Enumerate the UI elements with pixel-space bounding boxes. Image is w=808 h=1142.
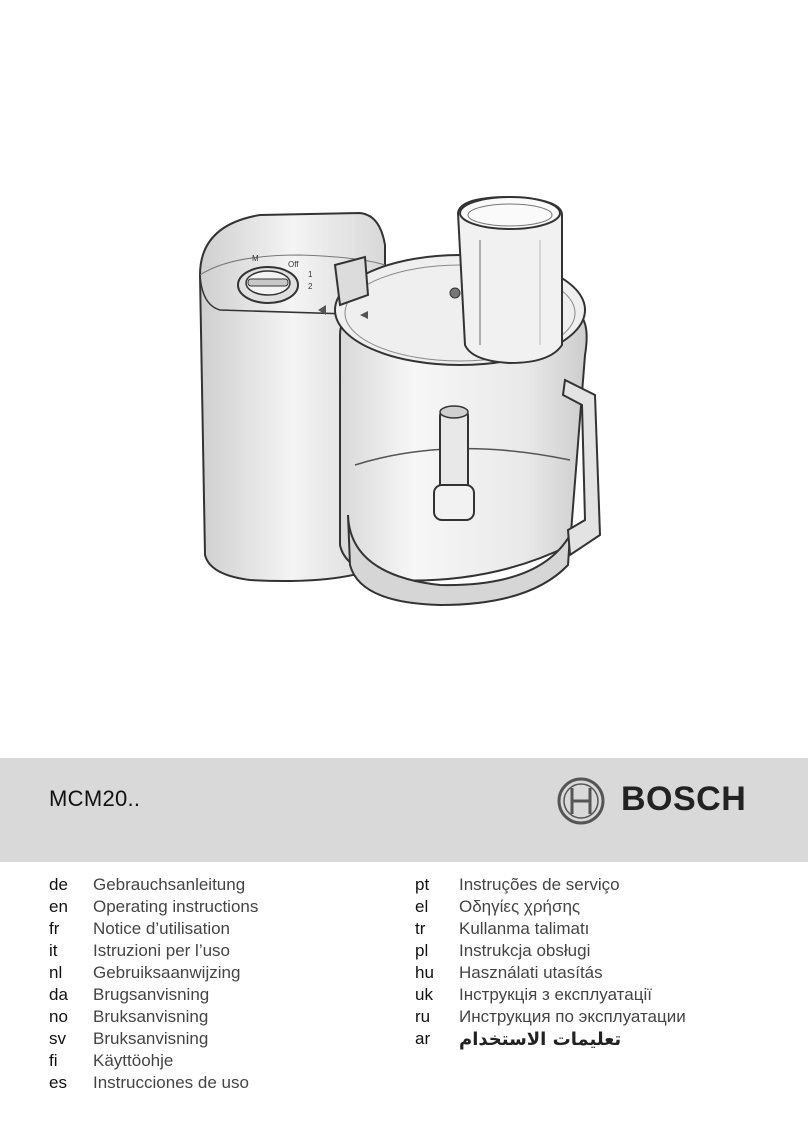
language-code: no	[49, 1007, 68, 1026]
language-row	[49, 896, 258, 918]
language-code: el	[415, 897, 429, 916]
language-title: Gebruiksaanwijzing	[93, 963, 241, 982]
language-code: nl	[49, 963, 63, 982]
language-code: pt	[415, 875, 430, 894]
language-row	[49, 984, 258, 1006]
language-code: fi	[49, 1051, 58, 1070]
language-title: Kullanma talimatı	[459, 919, 590, 938]
language-list-right	[415, 874, 686, 1050]
language-title: Bruksanvisning	[93, 1029, 209, 1048]
language-title: تعليمات الاستخدام	[459, 1028, 622, 1050]
language-row	[49, 1006, 258, 1028]
language-title: Instrucciones de uso	[93, 1073, 249, 1092]
language-row	[49, 874, 258, 896]
language-code: tr	[415, 919, 426, 938]
dial-label-2: 2	[308, 282, 313, 291]
language-title: Notice d’utilisation	[93, 919, 231, 938]
dial-label-m: M	[252, 254, 259, 263]
language-code: ru	[415, 1007, 431, 1026]
language-code: pl	[415, 941, 429, 960]
language-title: Οδηγίες χρήσης	[459, 897, 581, 916]
dial-label-1: 1	[308, 270, 313, 279]
language-row	[415, 918, 686, 940]
language-row	[49, 1028, 258, 1050]
drive-shaft	[434, 406, 474, 520]
language-row	[49, 1072, 258, 1094]
language-code: hu	[415, 963, 434, 982]
language-title: Brugsanvisning	[93, 985, 210, 1004]
language-code: sv	[49, 1029, 66, 1048]
language-row	[415, 1028, 686, 1050]
language-title: Інструкція з експлуатації	[459, 985, 652, 1004]
language-code: it	[49, 941, 58, 960]
language-code: de	[49, 875, 68, 894]
feed-tube[interactable]	[450, 197, 562, 363]
model-number: MCM20..	[49, 786, 141, 811]
language-row	[49, 1050, 258, 1072]
language-code: da	[49, 985, 68, 1004]
language-row	[49, 940, 258, 962]
language-row	[415, 896, 686, 918]
language-row	[49, 962, 258, 984]
language-code: uk	[415, 985, 433, 1004]
language-row	[415, 940, 686, 962]
language-title: Bruksanvisning	[93, 1007, 209, 1026]
language-row	[415, 962, 686, 984]
language-title: Istruzioni per l’uso	[93, 941, 231, 960]
food-processor-illustration	[190, 185, 610, 615]
language-code: ar	[415, 1029, 431, 1048]
brand-name: BOSCH	[621, 780, 747, 818]
language-title: Käyttöohje	[93, 1051, 174, 1070]
language-code: fr	[49, 919, 60, 938]
language-title: Instrukcja obsługi	[459, 941, 591, 960]
bosch-armature-icon	[559, 779, 603, 823]
dial-label-off: Off	[288, 260, 299, 269]
language-row	[415, 1006, 686, 1028]
language-row	[415, 984, 686, 1006]
language-row	[49, 918, 258, 940]
language-title: Инструкция по эксплуатации	[459, 1007, 686, 1026]
language-title: Instruções de serviço	[459, 875, 620, 894]
language-list-left	[49, 874, 258, 1094]
language-title: Használati utasítás	[459, 963, 603, 982]
language-code: es	[49, 1073, 67, 1092]
language-title: Operating instructions	[93, 897, 259, 916]
language-row	[415, 874, 686, 896]
language-title: Gebrauchsanleitung	[93, 875, 246, 894]
language-code: en	[49, 897, 68, 916]
